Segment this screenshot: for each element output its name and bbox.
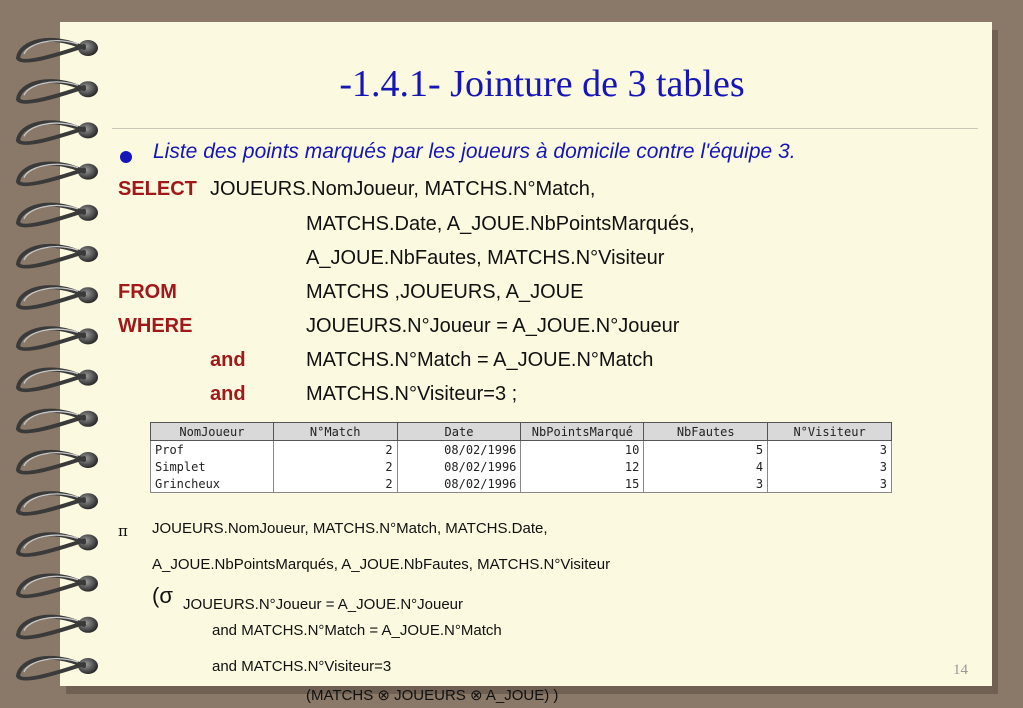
pi-symbol: π: [118, 522, 128, 540]
sql-select-line-2: MATCHS.Date, A_JOUE.NbPointsMarqués,: [306, 213, 695, 235]
sigma-prefix: (σ: [152, 583, 173, 608]
column-header: N°Visiteur: [768, 423, 892, 441]
spiral-binding-icon: [0, 0, 110, 708]
slide-title: -1.4.1- Jointure de 3 tables: [339, 63, 745, 105]
title-divider: [112, 128, 978, 129]
table-cell: 3: [768, 475, 892, 493]
algebra-line-5: and MATCHS.N°Visiteur=3: [212, 658, 392, 675]
result-table: [150, 422, 892, 493]
column-header: Date: [397, 423, 521, 441]
column-header: NomJoueur: [151, 423, 274, 441]
sql-select-keyword: SELECT: [118, 178, 197, 200]
sql-where-keyword: WHERE: [118, 315, 193, 337]
algebra-line-4: and MATCHS.N°Match = A_JOUE.N°Match: [212, 622, 502, 639]
column-header: N°Match: [273, 423, 397, 441]
table-cell: 3: [768, 441, 892, 459]
table-cell: 2: [273, 441, 397, 459]
table-cell: 4: [644, 458, 768, 475]
column-header: NbPointsMarqué: [521, 423, 644, 441]
table-cell: 08/02/1996: [397, 441, 521, 459]
table-cell: Grincheux: [151, 475, 274, 493]
table-row: [151, 441, 892, 459]
algebra-line-6: (MATCHS ⊗ JOUEURS ⊗ A_JOUE) ): [306, 687, 559, 704]
table-cell: 08/02/1996: [397, 458, 521, 475]
table-cell: Simplet: [151, 458, 274, 475]
table-cell: Prof: [151, 441, 274, 459]
table-row: [151, 475, 892, 493]
page-number: 14: [953, 662, 968, 678]
sql-and-text-2: MATCHS.N°Visiteur=3 ;: [306, 383, 518, 405]
algebra-line-1: JOUEURS.NomJoueur, MATCHS.N°Match, MATCHS.Date,: [152, 520, 548, 537]
table-cell: 08/02/1996: [397, 475, 521, 493]
algebra-line-2: A_JOUE.NbPointsMarqués, A_JOUE.NbFautes, MATCHS.N°Visiteur: [152, 556, 611, 573]
sql-and-keyword-2: and: [210, 383, 246, 405]
sql-and-text-1: MATCHS.N°Match = A_JOUE.N°Match: [306, 349, 654, 371]
table-header-row: [151, 423, 892, 441]
sql-and-keyword-1: and: [210, 349, 246, 371]
table-cell: 2: [273, 458, 397, 475]
sql-where-text: JOUEURS.N°Joueur = A_JOUE.N°Joueur: [306, 315, 680, 337]
algebra-line-3: JOUEURS.N°Joueur = A_JOUE.N°Joueur: [183, 596, 464, 613]
table-row: [151, 458, 892, 475]
table-cell: 15: [521, 475, 644, 493]
slide-page: [60, 22, 992, 686]
table-cell: 3: [644, 475, 768, 493]
bullet-icon: [120, 151, 132, 163]
sql-from-keyword: FROM: [118, 281, 177, 303]
table-cell: 3: [768, 458, 892, 475]
sql-from-text: MATCHS ,JOUEURS, A_JOUE: [306, 281, 584, 303]
table-cell: 5: [644, 441, 768, 459]
sql-select-line-3: A_JOUE.NbFautes, MATCHS.N°Visiteur: [306, 247, 665, 269]
table-cell: 2: [273, 475, 397, 493]
table-cell: 12: [521, 458, 644, 475]
column-header: NbFautes: [644, 423, 768, 441]
intro-text: Liste des points marqués par les joueurs à domicile contre l'équipe 3.: [153, 140, 796, 163]
table-cell: 10: [521, 441, 644, 459]
sql-select-line-1: JOUEURS.NomJoueur, MATCHS.N°Match,: [210, 178, 596, 200]
